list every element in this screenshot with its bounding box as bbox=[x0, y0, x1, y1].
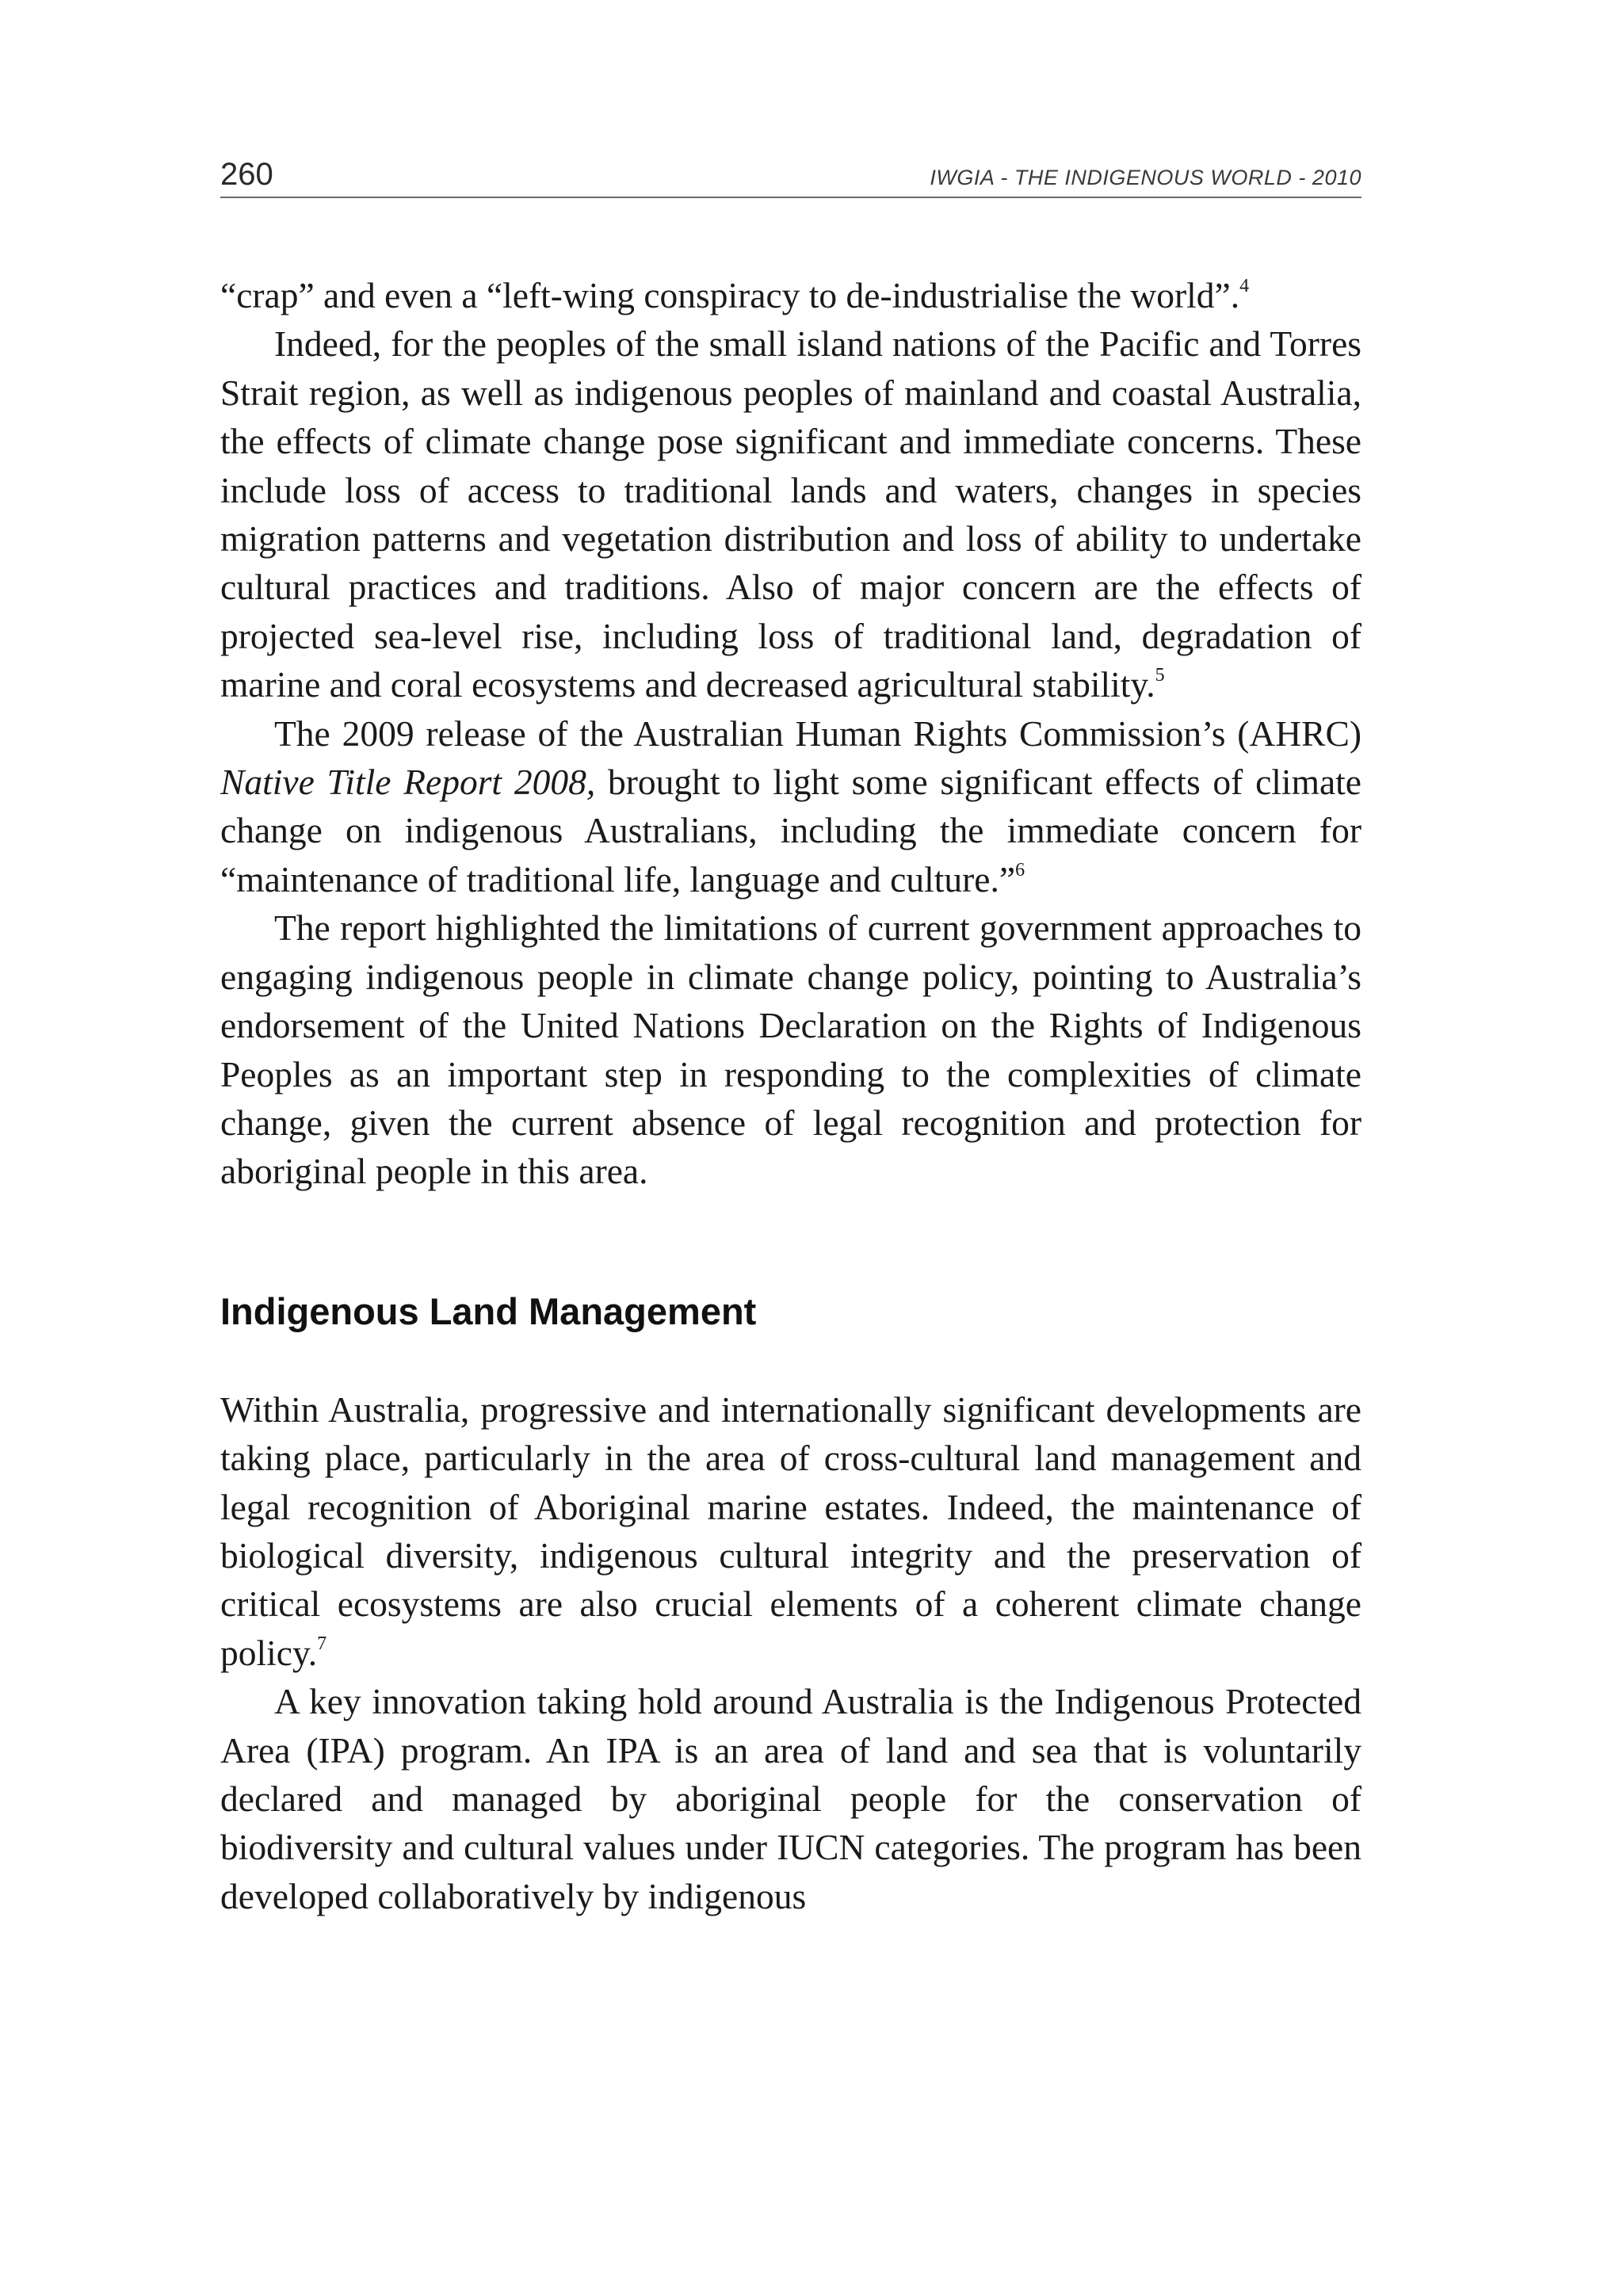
report-title: Native Title Report 2008, bbox=[220, 762, 596, 803]
paragraph: Indeed, for the peoples of the small island nations of the Pacific and Torres Strait region, as well as indigenous peoples of mainland and coastal Australia, the effects of climate change pose significant and immediate concerns. These include loss of access to traditional lands and waters, changes in species migration patterns and vegetation distribution and loss of ability to undertake cultural practices and traditions. Also of major concern are the effects of projected sea-level rise, including loss of traditional land, degradation of marine and coral ecosystems and decreased agricultural stability.$^5$ bbox=[220, 323, 1361, 705]
document-page bbox=[220, 151, 1361, 1920]
paragraph: A key innovation taking hold around Australia is the Indigenous Protected Area (IPA) program. An IPA is an area of land and sea that is voluntarily declared and managed by aboriginal people for the conservation of biodiversity and cultural values under IUCN categories. The program has been developed collaboratively by indigenous bbox=[220, 1681, 1361, 1916]
paragraph: The report highlighted the limitations of current government approaches to engaging indigenous people in climate change policy, pointing to Australia’s endorsement of the United Nations Declaration on the Rights of Indigenous Peoples as an important step in responding to the complexities of climate change, given the current absence of legal recognition and protection for aboriginal people in this area. bbox=[220, 907, 1361, 1192]
footnote-ref[interactable]: 6 bbox=[1015, 859, 1025, 881]
section-body bbox=[220, 1385, 1361, 1920]
footnote-ref[interactable]: 7 bbox=[317, 1633, 327, 1654]
paragraph: The 2009 release of the Australian Human Rights Commission’s (AHRC) Native Title Report 2008, brought to light some significant effects of climate change on indigenous Australians, including the immediate concern for “maintenance of traditional life, language and culture.”$^6$ bbox=[220, 712, 1362, 900]
running-header bbox=[220, 151, 1361, 198]
paragraph-continued: “crap” and even a “left-wing conspiracy to de-industrialise the world”.$^4$ bbox=[220, 275, 1250, 315]
paragraph: Within Australia, progressive and internationally significant developments are taking place, particularly in the area of cross-cultural land management and legal recognition of Aboriginal marine estates. Indeed, the maintenance of biological diversity, indigenous cultural integrity and the preservation of critical ecosystems are also crucial elements of a coherent climate change policy.$^7$ bbox=[220, 1389, 1361, 1673]
footnote-ref[interactable]: 4 bbox=[1239, 276, 1250, 296]
section-heading: Indigenous Land Management bbox=[220, 1289, 757, 1332]
running-title: IWGIA - THE INDIGENOUS WORLD - 2010 bbox=[930, 166, 1361, 189]
body-text bbox=[220, 271, 1361, 1196]
footnote-ref[interactable]: 5 bbox=[1155, 665, 1165, 686]
page-number: 260 bbox=[220, 157, 273, 192]
